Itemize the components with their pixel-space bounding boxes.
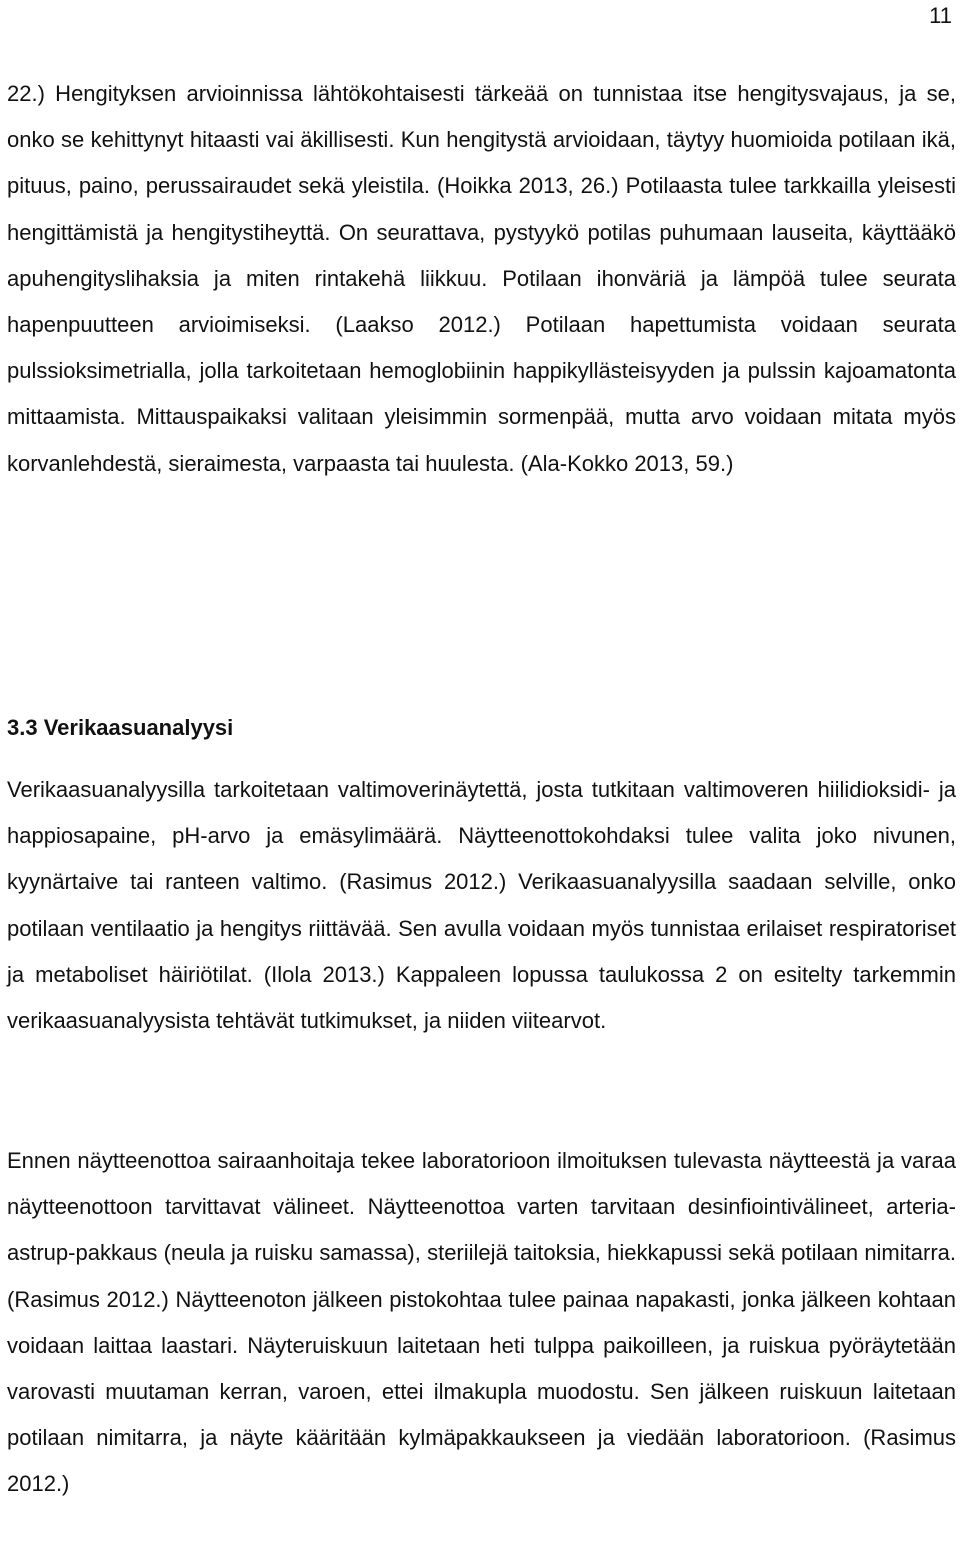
page-number: 11 bbox=[929, 3, 952, 28]
paragraph-blood-gas-definition: Verikaasuanalyysilla tarkoitetaan valtimoverinäytettä, josta tutkitaan valtimoveren hiilidioksidi- ja happiosapaine, pH-arvo ja emäsylimäärä. Näytteenottokohdaksi tulee valita joko nivunen, kyynärtaive tai ranteen valtimo. (Rasimus 2012.) Verikaasuanalyysilla saadaan selville, onko potilaan ventilaatio ja hengitys riittävää. Sen avulla voidaan myös tunnistaa erilaiset respiratoriset ja metaboliset häiriötilat. (Ilola 2013.) Kappaleen lopussa taulukossa 2 on esitelty tarkemmin verikaasuanalyysista tehtävät tutkimukset, ja niiden viitearvot. bbox=[7, 777, 956, 1034]
paragraph-sampling-procedure: Ennen näytteenottoa sairaanhoitaja tekee laboratorioon ilmoituksen tulevasta näytteestä ja varaa näytteenottoon tarvittavat välineet. Näytteenottoa varten tarvitaan desinfiointivälineet, arteria-astrup-pakkaus (neula ja ruisku samassa), steriilejä taitoksia, hiekkapussi sekä potilaan nimitarra. (Rasimus 2012.) Näytteenoton jälkeen pistokohtaa tulee painaa napakasti, jonka jälkeen kohtaan voidaan laittaa laastari. Näyteruiskuun laitetaan heti tulppa paikoilleen, ja ruiskua pyöräytetään varovasti muutaman kerran, varoen, ettei ilmakupla muodostu. Sen jälkeen ruiskuun laitetaan potilaan nimitarra, ja näyte kääritään kylmäpakkaukseen ja viedään laboratorioon. (Rasimus 2012.) bbox=[7, 1148, 956, 1497]
section-heading: 3.3 Verikaasuanalyysi bbox=[7, 715, 234, 740]
paragraph-respiration-assessment: 22.) Hengityksen arvioinnissa lähtökohtaisesti tärkeää on tunnistaa itse hengitysvajaus, ja se, onko se kehittynyt hitaasti vai äkillisesti. Kun hengitystä arvioidaan, täytyy huomioida potilaan ikä, pituus, paino, perussairaudet sekä yleistila. (Hoikka 2013, 26.) Potilaasta tulee tarkkailla yleisesti hengittämistä ja hengitystiheyttä. On seurattava, pystyykö potilas puhumaan lauseita, käyttääkö apuhengityslihaksia ja miten rintakehä liikkuu. Potilaan ihonväriä ja lämpöä tulee seurata hapenpuutteen arvioimiseksi. (Laakso 2012.) Potilaan hapettumista voidaan seurata pulssioksimetrialla, jolla tarkoitetaan hemoglobiinin happikyllästeisyyden ja pulssin kajoamatonta mittaamista. Mittauspaikaksi valitaan yleisimmin sormenpää, mutta arvo voidaan mitata myös korvanlehdestä, sieraimesta, varpaasta tai huulesta. (Ala-Kokko 2013, 59.) bbox=[7, 81, 956, 476]
